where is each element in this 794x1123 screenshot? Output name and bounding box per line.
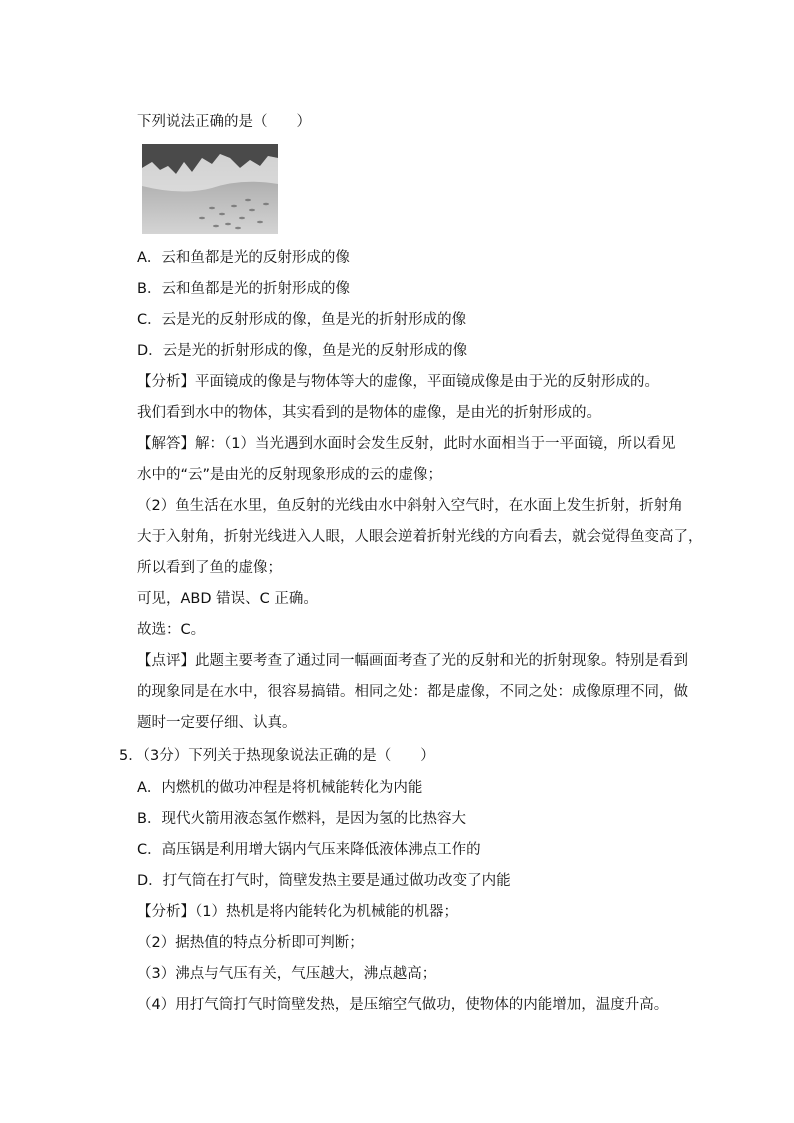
q5-option-a: A．内燃机的做功冲程是将机械能转化为内能	[137, 780, 423, 796]
q5-analysis-line: （4）用打气筒打气时筒壁发热，是压缩空气做功，使物体的内能增加，温度升高。	[137, 997, 669, 1013]
q5-option-d: D．打气筒在打气时，筒壁发热主要是通过做功改变了内能	[137, 873, 511, 889]
q4-answer-line: 水中的“云”是由光的反射现象形成的云的虚像；	[137, 467, 443, 483]
q5-analysis-line: （2）据热值的特点分析即可判断；	[137, 935, 364, 951]
clouds-fish-photo	[142, 144, 278, 234]
q4-answer-line: 所以看到了鱼的虚像；	[137, 560, 282, 576]
q5-analysis-line: （3）沸点与气压有关，气压越大，沸点越高；	[137, 966, 437, 982]
q4-analysis-line: 【分析】平面镜成的像是与物体等大的虚像，平面镜成像是由于光的反射形成的。	[137, 374, 659, 390]
q4-answer-line: 可见，ABD 错误、C 正确。	[137, 591, 318, 607]
q4-answer-line: 【解答】解：（1）当光遇到水面时会发生反射，此时水面相当于一平面镜，所以看见	[137, 436, 676, 452]
q5-option-b: B．现代火箭用液态氢作燃料，是因为氢的比热容大	[137, 811, 466, 827]
q4-analysis-line: 我们看到水中的物体，其实看到的是物体的虚像，是由光的折射形成的。	[137, 405, 601, 421]
q5-stem: 5．（3分）下列关于热现象说法正确的是（ ）	[119, 748, 435, 764]
q5-analysis-line: 【分析】（1）热机是将内能转化为机械能的机器；	[137, 904, 458, 920]
q4-option-a: A．云和鱼都是光的反射形成的像	[137, 250, 350, 266]
q5-option-c: C．高压锅是利用增大锅内气压来降低液体沸点工作的	[137, 842, 481, 858]
q4-answer-line: （2）鱼生活在水里，鱼反射的光线由水中斜射入空气时，在水面上发生折射，折射角	[137, 498, 683, 514]
q4-comment-line: 题时一定要仔细、认真。	[137, 715, 297, 731]
q4-comment-line: 的现象同是在水中，很容易搞错。相同之处：都是虚像，不同之处：成像原理不同，做	[137, 684, 688, 700]
q4-answer-line: 大于入射角，折射光线进入人眼，人眼会逆着折射光线的方向看去，就会觉得鱼变高了，	[137, 529, 703, 545]
q4-answer-line: 故选：C。	[137, 622, 206, 638]
q4-stem: 下列说法正确的是（ ）	[137, 114, 311, 130]
q4-comment-line: 【点评】此题主要考查了通过同一幅画面考查了光的反射和光的折射现象。特别是看到	[137, 653, 688, 669]
q4-option-d: D．云是光的折射形成的像，鱼是光的反射形成的像	[137, 343, 468, 359]
q4-option-b: B．云和鱼都是光的折射形成的像	[137, 281, 350, 297]
q4-option-c: C．云是光的反射形成的像，鱼是光的折射形成的像	[137, 312, 467, 328]
